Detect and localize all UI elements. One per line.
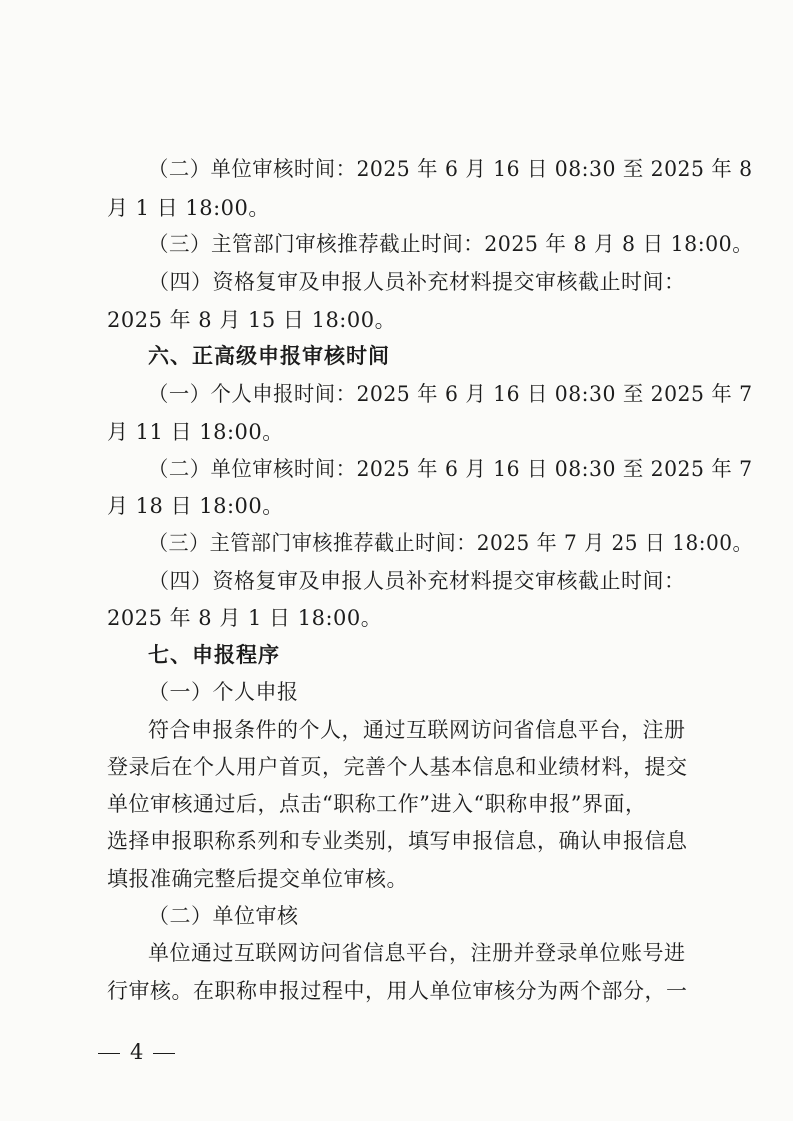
section-heading: 七、申报程序 [148, 643, 280, 667]
text-line: 行审核。在职称申报过程中，用人单位审核分为两个部分，一 [107, 979, 688, 1003]
text-line: （三）主管部门审核推荐截止时间：2025 年 7 月 25 日 18:00。 [148, 531, 754, 555]
text-line: （一）个人申报时间：2025 年 6 月 16 日 08:30 至 2025 年 7 [148, 382, 753, 406]
text-line: 2025 年 8 月 15 日 18:00。 [107, 308, 397, 332]
text-line: 月 1 日 18:00。 [107, 196, 270, 220]
text-line: 单位通过互联网访问省信息平台，注册并登录单位账号进 [148, 941, 686, 965]
page-number-value: 4 [130, 1040, 144, 1064]
text-line: 月 11 日 18:00。 [107, 420, 284, 444]
text-line: （三）主管部门审核推荐截止时间：2025 年 8 月 8 日 18:00。 [148, 232, 754, 256]
text-line: 登录后在个人用户首页，完善个人基本信息和业绩材料，提交 [107, 755, 688, 779]
section-heading: 六、正高级申报审核时间 [148, 344, 390, 368]
text-line: 选择申报职称系列和专业类别，填写申报信息，确认申报信息 [107, 829, 688, 853]
text-line: 填报准确完整后提交单位审核。 [107, 867, 408, 891]
text-line: 月 18 日 18:00。 [107, 494, 284, 518]
subsection-heading: （二）单位审核 [148, 904, 299, 928]
text-line: 单位审核通过后，点击“职称工作”进入“职称申报”界面， [107, 792, 647, 816]
dash-right [153, 1053, 175, 1054]
text-line: （二）单位审核时间：2025 年 6 月 16 日 08:30 至 2025 年 8 [148, 157, 753, 181]
text-line: （二）单位审核时间：2025 年 6 月 16 日 08:30 至 2025 年 7 [148, 457, 753, 481]
dash-left [98, 1053, 120, 1054]
text-line: （四）资格复审及申报人员补充材料提交审核截止时间： [148, 569, 686, 593]
page-number [88, 1037, 185, 1067]
subsection-heading: （一）个人申报 [148, 680, 299, 704]
text-line: 2025 年 8 月 1 日 18:00。 [107, 606, 383, 630]
text-line: 符合申报条件的个人，通过互联网访问省信息平台，注册 [148, 718, 686, 742]
text-line: （四）资格复审及申报人员补充材料提交审核截止时间： [148, 270, 686, 294]
